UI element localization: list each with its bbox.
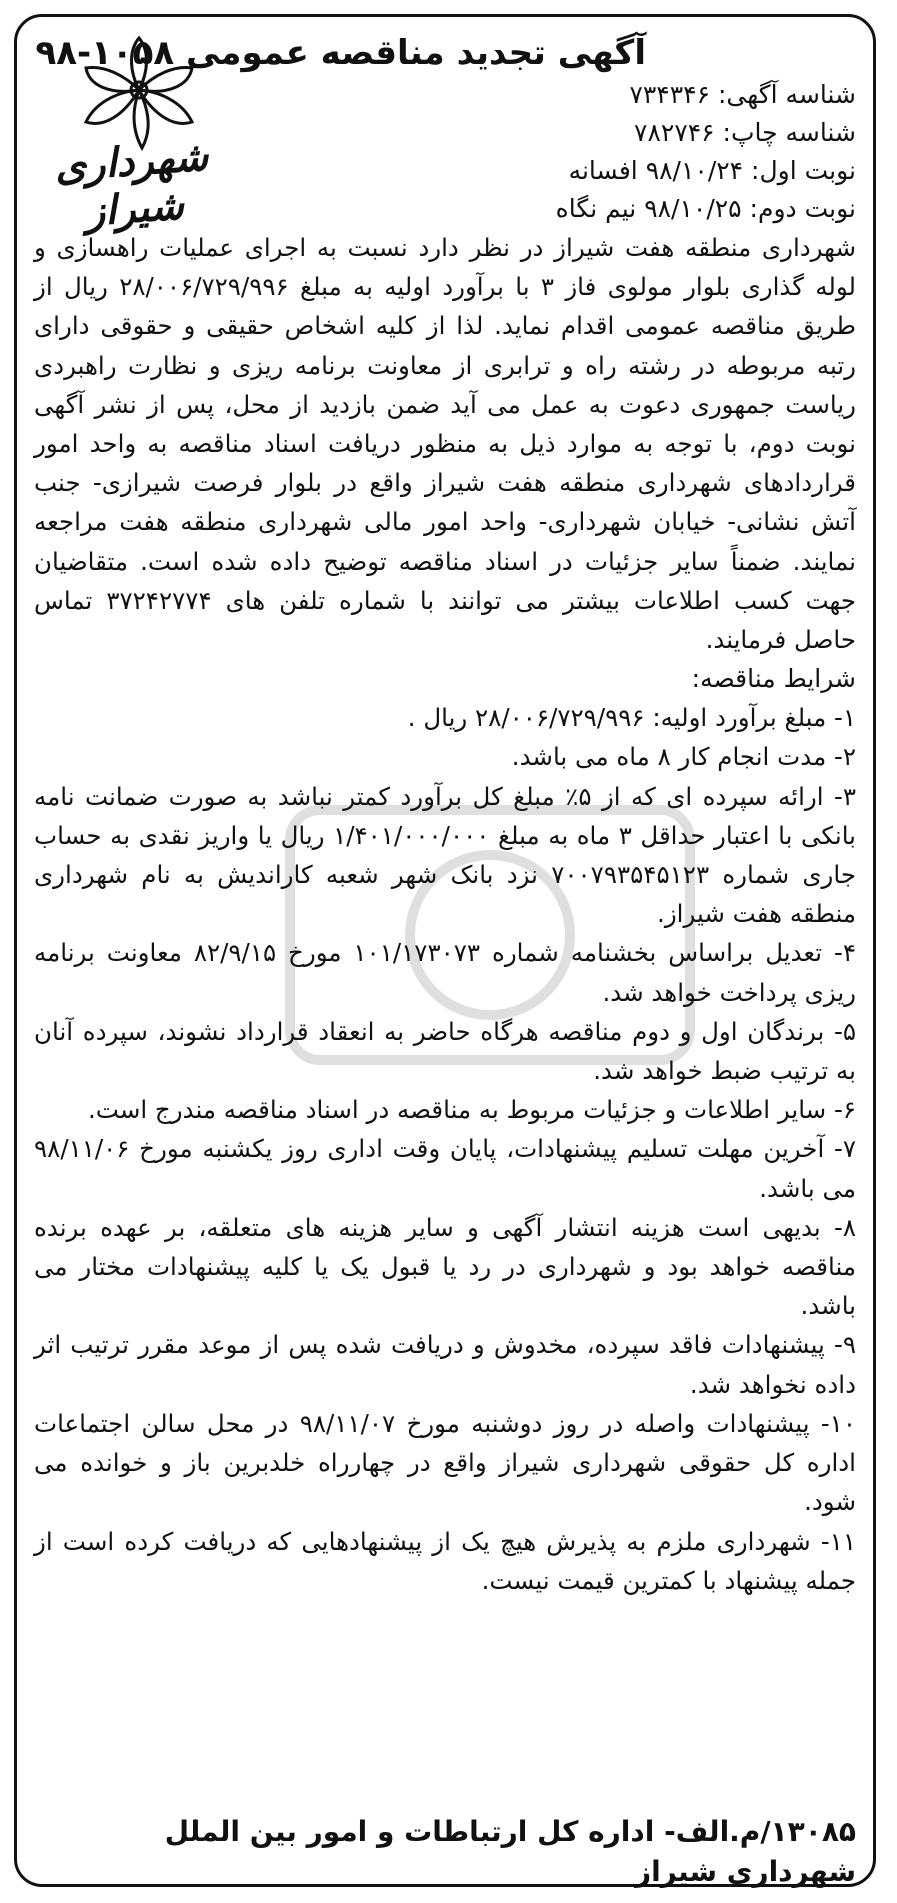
conditions-heading: شرایط مناقصه: (691, 664, 856, 694)
notice-title: آگهی تجدید مناقصه عمومی ۱۰۵۸-۹۸ (35, 33, 646, 73)
condition-item: ۵- برندگان اول و دوم مناقصه هرگاه حاضر به انعقاد قرارداد نشوند، سپرده آنان به ترتیب ضبط خواهد شد. (34, 1016, 856, 1086)
condition-item: ۳- ارائه سپرده ای که از ۵٪ مبلغ کل برآورد کمتر نباشد به صورت ضمانت نامه بانکی با اعتبار حداقل ۳ ماه به مبلغ ۱/۴۰۱/۰۰۰/۰۰۰ ریال یا واریز نقدی به حساب جاری شماره ۷۰۰۷۹۳۵۴۵۱۲۳ نزد بانک شهر شعبه کاراندیش به نام شهرداری منطقه هفت شیراز. (34, 781, 856, 929)
condition-item: ۹- پیشنهادات فاقد سپرده، مخدوش و دریافت شده پس از موعد مقرر ترتیب اثر داده نخواهد شد. (34, 1330, 856, 1399)
condition-item: ۷- آخرین مهلت تسلیم پیشنهادات، پایان وقت اداری روز یکشنبه مورخ ۹۸/۱۱/۰۶ می باشد. (34, 1134, 856, 1203)
condition-item: ۴- تعدیل براساس بخشنامه شماره ۱۰۱/۱۷۳۰۷۳ مورخ ۸۲/۹/۱۵ معاونت برنامه ریزی پرداخت خواهد شد. (34, 938, 856, 1007)
first-publication: نوبت اول: ۹۸/۱۰/۲۴ افسانه (568, 156, 856, 185)
condition-item: ۱۱- شهرداری ملزم به پذیرش هیچ یک از پیشنهادهایی که دریافت کرده است از جمله پیشنهاد با کمترین قیمت نیست. (34, 1526, 856, 1595)
condition-item: ۶- سایر اطلاعات و جزئیات مربوط به مناقصه در اسناد مناقصه مندرج است. (87, 1095, 856, 1125)
logo-text: شهرداری شیراز (53, 132, 210, 236)
condition-item: ۱- مبلغ برآورد اولیه: ۲۸/۰۰۶/۷۲۹/۹۹۶ ریال . (407, 703, 856, 733)
notice-footer: ۱۳۰۸۵/م.الف- اداره کل ارتباطات و امور بین الملل شهرداری شیراز (164, 1815, 856, 1888)
condition-item: ۱۰- پیشنهادات واصله در روز دوشنبه مورخ ۹۸/۱۱/۰۷ در محل سالن اجتماعات اداره کل حقوقی شهرداری شیراز واقع در چهارراه خلدبرین باز و خوانده می شود. (34, 1408, 856, 1517)
print-id: شناسه چاپ: ۷۸۲۷۴۶ (634, 118, 856, 147)
notice-body: شهرداری منطقه هفت شیراز در نظر دارد نسبت به اجرای عملیات راهسازی و لوله گذاری بلوار مولوی فاز ۳ با برآورد اولیه به مبلغ ۲۸/۰۰۶/۷۲۹/۹۹۶ ریال از طریق مناقصه عمومی اقدام نماید. لذا از کلیه اشخاص حقیقی و حقوقی دارای رتبه مربوطه در رشته راه و ترابری از معاونت برنامه ریزی و نظارت راهبردی ریاست جمهوری دعوت به عمل می آید ضمن بازدید از محل، پس از نشر آگهی نوبت دوم، با توجه به موارد ذیل به منظور دریافت اسناد مناقصه به واحد امور قراردادهای شهرداری منطقه هفت شیراز واقع در بلوار فرصت شیرازی- جنب آتش نشانی- خیابان شهرداری- واحد امور مالی شهرداری منطقه هفت مراجعه نمایند. ضمناً سایر جزئیات در اسناد مناقصه توضیح داده شده است. متقاضیان جهت کسب اطلاعات بیشتر می توانند با شماره تلفن های ۳۷۲۴۲۷۷۴ تماس حاصل فرمایند. (34, 233, 856, 655)
second-publication: نوبت دوم: ۹۸/۱۰/۲۵ نیم نگاه (555, 194, 856, 223)
notice-id: شناسه آگهی: ۷۳۴۳۴۶ (629, 80, 856, 109)
condition-item: ۸- بدیهی است هزینه انتشار آگهی و سایر هزینه های متعلقه، بر عهده برنده مناقصه خواهد بود و شهرداری در رد یا قبول یک یا کلیه پیشنهادات مختار می باشد. (34, 1212, 856, 1321)
notice-content (34, 30, 856, 1600)
condition-item: ۲- مدت انجام کار ۸ ماه می باشد. (511, 742, 856, 772)
